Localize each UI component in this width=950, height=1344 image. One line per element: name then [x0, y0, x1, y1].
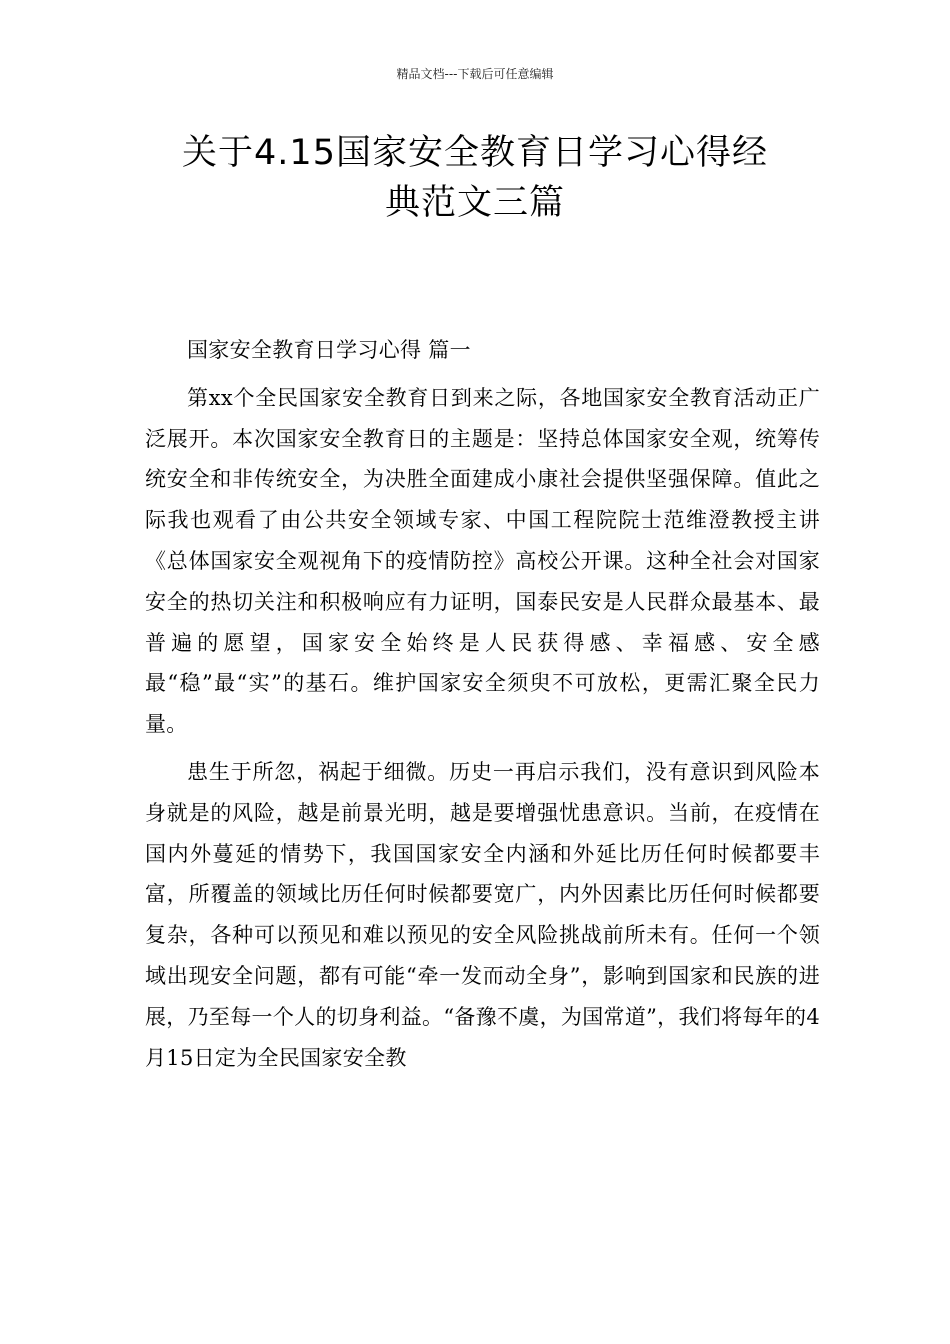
title-line-1: 关于4.15国家安全教育日学习心得经	[182, 133, 768, 173]
title-line-2: 典范文三篇	[384, 183, 565, 223]
document-title	[120, 128, 830, 228]
paragraph-2: 患生于所忽，祸起于细微。历史一再启示我们，没有意识到风险本身就是的风险，越是前景光明，越是要增强忧患意识。当前，在疫情在国内外蔓延的情势下，我国国家安全内涵和外延比历任何时候都要丰富，所覆盖的领域比历任何时候都要宽广，内外因素比历任何时候都要复杂，各种可以预见和难以预见的安全风险挑战前所未有。任何一个领域出现安全问题，都有可能“牵一发而动全身”，影响到国家和民族的进展，乃至每一个人的切身利益。“备豫不虞，为国常道”，我们将每年的4月15日定为全民国家安全教	[145, 759, 820, 1070]
header-note: 精品文档---下载后可任意编辑	[396, 67, 554, 81]
section-heading: 国家安全教育日学习心得 篇一	[187, 338, 471, 362]
document-body	[145, 330, 820, 1085]
paragraph-1: 第xx个全民国家安全教育日到来之际，各地国家安全教育活动正广泛展开。本次国家安全教育日的主题是：坚持总体国家安全观，统筹传统安全和非传统安全，为决胜全面建成小康社会提供坚强保障。值此之际我也观看了由公共安全领域专家、中国工程院院士范维澄教授主讲《总体国家安全观视角下的疫情防控》高校公开课。这种全社会对国家安全的热切关注和积极响应有力证明，国泰民安是人民群众最基本、最普遍的愿望，国家安全始终是人民获得感、幸福感、安全感最“稳”最“实”的基石。维护国家安全须臾不可放松，更需汇聚全民力量。	[145, 385, 820, 737]
